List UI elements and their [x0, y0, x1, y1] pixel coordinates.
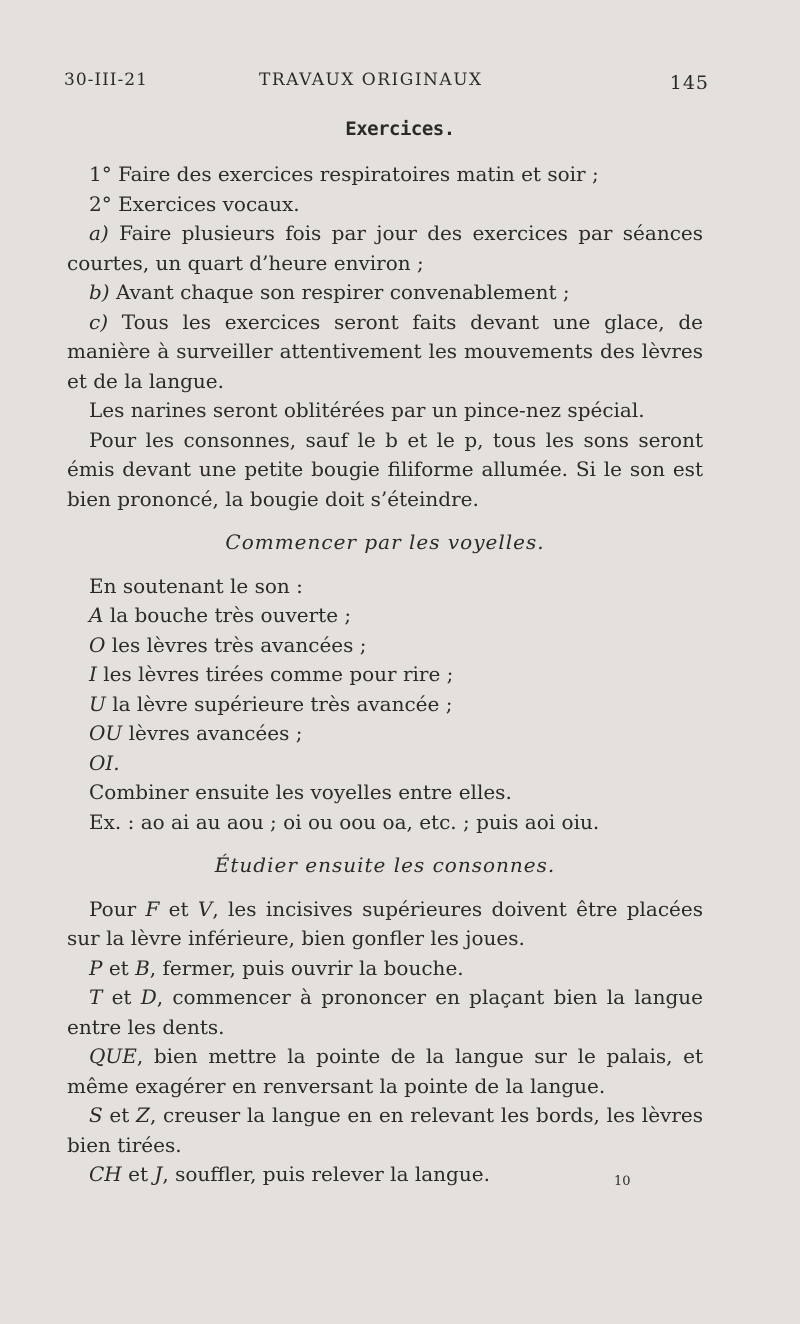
paragraph: Pour les consonnes, sauf le b et le p, tous les sons seront émis devant une petite bougie filiforme allumée. Si le son est bien prononcé, la bougie doit s’éteindre. [67, 427, 703, 511]
consonant-text: , bien mettre la pointe de la langue sur le palais, et même exagérer en renversant la pointe de la langue. [67, 1044, 703, 1098]
paragraph: Les narines seront oblitérées par un pince-nez spécial. [89, 398, 645, 422]
subsection-heading: Étudier ensuite les consonnes. [214, 853, 556, 877]
consonant-letter: CH [89, 1162, 122, 1186]
consonant-join: et [102, 955, 136, 980]
subsection-heading: Commencer par les voyelles. [225, 530, 545, 554]
vowel-line [67, 631, 703, 661]
consonant-text: , fermer, puis ouvrir la bouche. [149, 955, 464, 980]
consonant-join: et [102, 1103, 137, 1127]
consonant-letter: S [89, 1103, 103, 1127]
consonant-letter: D [140, 985, 157, 1009]
item-label: a) [89, 221, 109, 245]
item-label: c) [89, 309, 109, 334]
vowel-text: les lèvres très avancées ; [111, 632, 367, 657]
consonant-paragraph [67, 983, 703, 1042]
vowel-line [67, 660, 703, 690]
item-text: Faire plusieurs fois par jour des exercices par séances courtes, un quart d’heure environ ; [67, 221, 703, 275]
vowel-letter: OI. [89, 750, 120, 775]
consonant-join: et [121, 1162, 155, 1186]
consonant-letter: P [89, 955, 103, 980]
vowel-letter: O [89, 632, 106, 657]
vowel-text: la lèvre supérieure très avancée ; [112, 691, 453, 716]
body-text [67, 160, 703, 1190]
vowel-letter: OU [89, 721, 123, 745]
consonant-join: et [102, 985, 141, 1009]
list-item [67, 278, 703, 308]
vowel-text: la bouche très ouverte ; [109, 603, 352, 627]
consonant-paragraph [67, 1101, 703, 1160]
vowel-text: les lèvres tirées comme pour rire ; [103, 662, 454, 686]
vowel-letter: I [89, 662, 97, 686]
consonant-text: , souffler, puis relever la langue. [162, 1162, 490, 1186]
vowel-line [67, 719, 703, 749]
page-number: 145 [669, 72, 709, 94]
consonant-prefix: Pour [89, 896, 146, 921]
consonant-letter: T [89, 985, 103, 1009]
vowel-line [67, 601, 703, 631]
paragraph: 1° Faire des exercices respiratoires matin et soir ; [89, 162, 599, 186]
paragraph: En soutenant le son : [89, 573, 303, 598]
consonant-letter: B [135, 955, 150, 980]
header-title: TRAVAUX ORIGINAUX [259, 70, 483, 90]
consonant-letter: V [197, 896, 213, 921]
consonant-text: , creuser la langue en en relevant les bords, les lèvres bien tirées. [67, 1103, 704, 1157]
consonant-text: , les incisives supérieures doivent être placées sur la lèvre inférieure, bien gonfler les joues. [67, 896, 703, 950]
consonant-letter: J [154, 1162, 163, 1186]
consonant-paragraph [67, 1160, 703, 1190]
consonant-text: , commencer à prononcer en plaçant bien la langue entre les dents. [67, 985, 703, 1039]
running-header [64, 70, 709, 100]
paragraph: Ex. : ao ai au aou ; oi ou oou oa, etc. ; puis aoi oiu. [89, 809, 600, 834]
vowel-letter: A [89, 603, 104, 627]
vowel-text: lèvres avancées ; [128, 721, 303, 745]
list-item [67, 308, 703, 397]
consonant-join: et [159, 896, 198, 921]
paragraph: Combiner ensuite les voyelles entre elles. [89, 780, 512, 804]
consonant-letter: QUE [89, 1044, 137, 1068]
header-date: 30-III-21 [64, 70, 148, 90]
item-label: b) [89, 280, 110, 304]
item-text: Avant chaque son respirer convenablement ; [115, 280, 570, 304]
signature-mark: 10 [614, 1174, 631, 1189]
paragraph: 2° Exercices vocaux. [89, 191, 300, 216]
vowel-line [67, 690, 703, 720]
vowel-letter: U [89, 691, 106, 716]
section-title: Exercices. [345, 118, 455, 140]
consonant-paragraph [67, 954, 703, 984]
list-item [67, 219, 703, 278]
consonant-paragraph [67, 1042, 703, 1101]
item-text: Tous les exercices seront faits devant une glace, de manière à surveiller attentivement les mouvements des lèvres et de la langue. [67, 309, 704, 393]
consonant-paragraph [67, 895, 703, 954]
vowel-line [67, 749, 703, 779]
consonant-letter: Z [136, 1103, 150, 1127]
consonant-letter: F [145, 896, 160, 921]
